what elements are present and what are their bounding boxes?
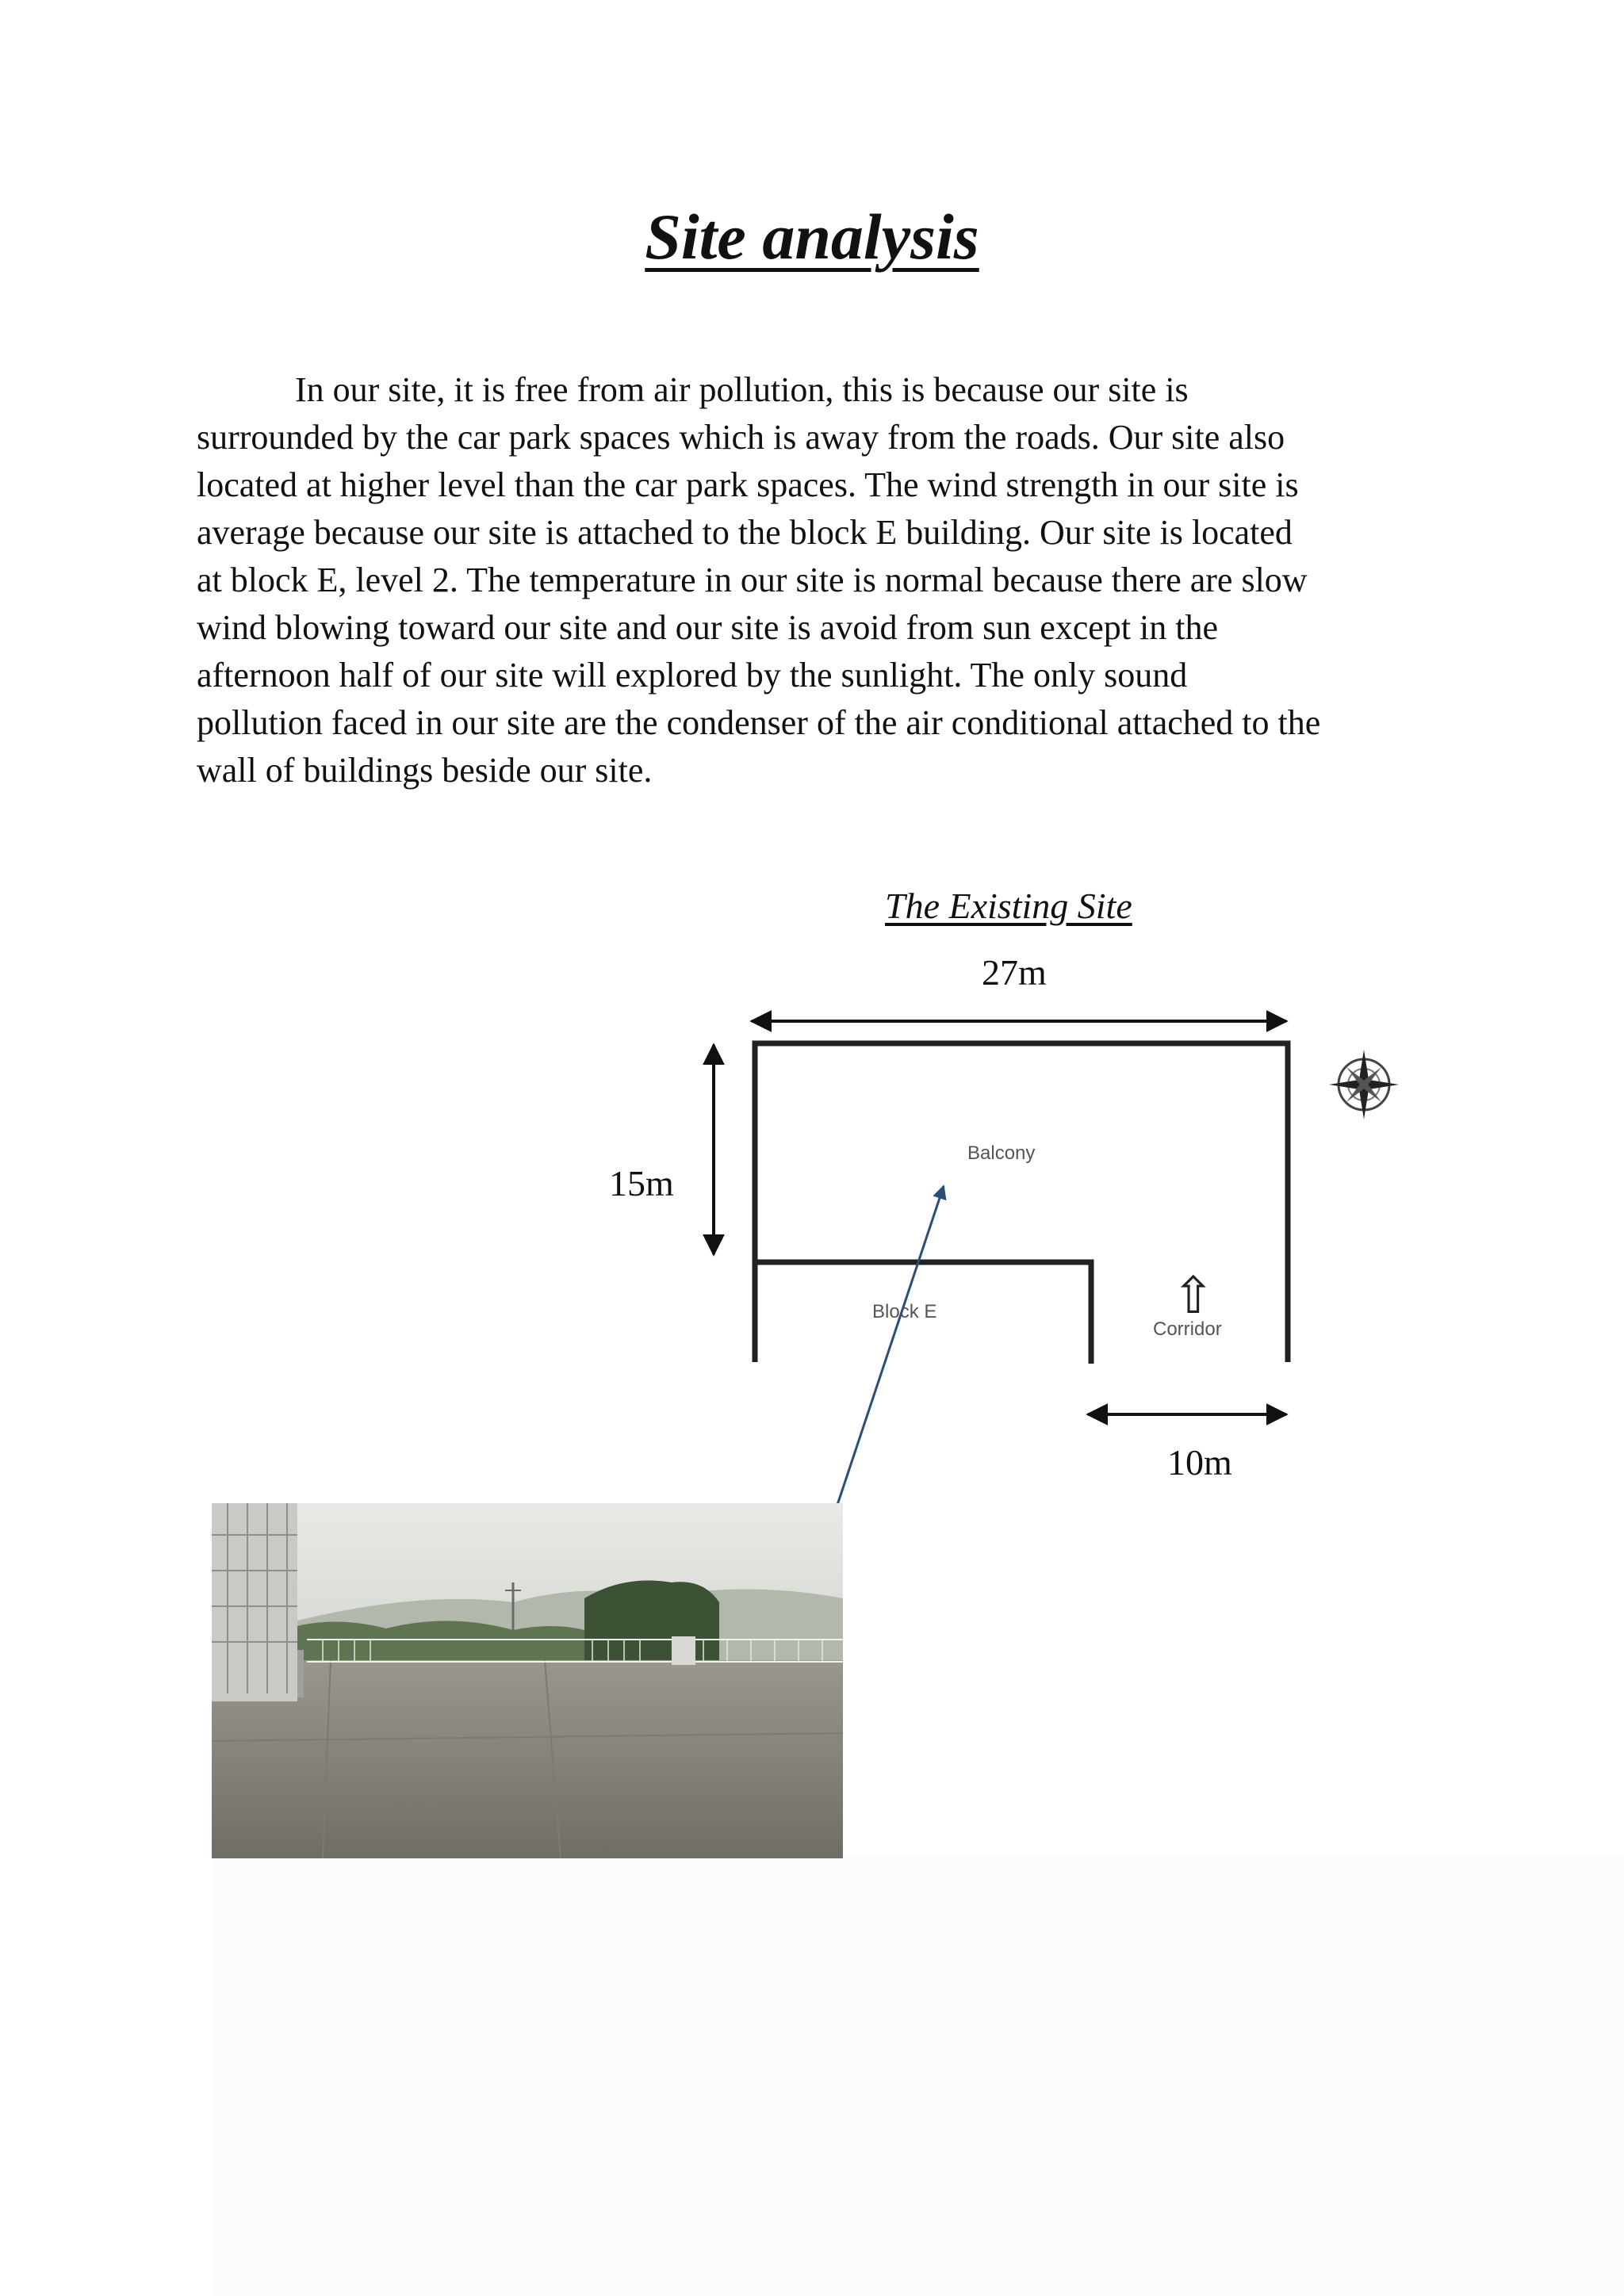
paragraph-line: wind blowing toward our site and our site is avoid from sun except in the [197, 608, 1218, 647]
entry-arrow-icon: ⇧ [1172, 1267, 1215, 1326]
corridor-dimension-label: 10m [1167, 1442, 1232, 1483]
paragraph-line: afternoon half of our site will explored by the sunlight. The only sound [197, 656, 1188, 695]
figure-title: The Existing Site [885, 886, 1132, 926]
page-title: Site analysis [645, 201, 979, 273]
corridor-label: Corridor [1153, 1318, 1222, 1340]
paragraph-line: surrounded by the car park spaces which is away from the roads. Our site also [197, 418, 1285, 457]
paragraph-line: at block E, level 2. The temperature in our site is normal because there are slow [197, 561, 1308, 599]
paragraph-line: located at higher level than the car park spaces. The wind strength in our site is [197, 465, 1299, 504]
paragraph-line: In our site, it is free from air pollution, this is because our site is [295, 370, 1189, 409]
paragraph-line: wall of buildings beside our site. [197, 751, 653, 790]
paragraph-line: pollution faced in our site are the condenser of the air conditional attached to the [197, 703, 1321, 742]
height-dimension-label: 15m [609, 1163, 674, 1203]
width-dimension-label: 27m [982, 952, 1047, 993]
site-photograph [212, 1503, 843, 1858]
photo-pointer-arrow [837, 1186, 944, 1505]
balcony-label: Balcony [967, 1142, 1036, 1164]
compass-rose-icon [1329, 1050, 1399, 1119]
block-e-label: Block E [872, 1301, 937, 1322]
paragraph-line: average because our site is attached to the block E building. Our site is located [197, 513, 1293, 552]
